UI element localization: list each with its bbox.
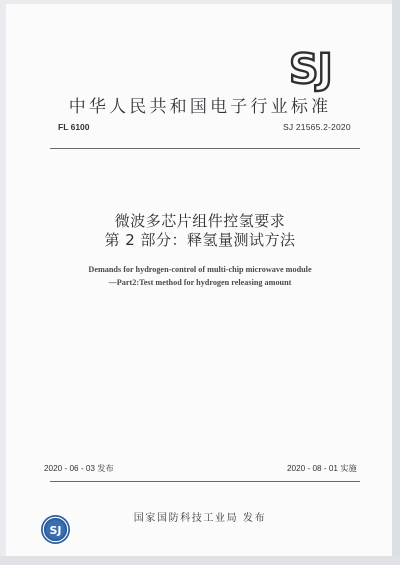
- footer-divider: [50, 481, 360, 482]
- standard-part-title-cn: 第 2 部分：释氢量测试方法: [104, 231, 296, 249]
- svg-text:SJ: SJ: [49, 524, 62, 537]
- header-divider: [50, 148, 360, 149]
- classification-code: FL 6100: [58, 122, 90, 132]
- standard-number: SJ 21565.2-2020: [283, 122, 351, 132]
- standard-title-en: Demands for hydrogen-control of multi-chip microwave module: [88, 265, 312, 274]
- scan-edge-bottom: [0, 556, 400, 565]
- industry-standard-title: 中华人民共和国电子行业标准: [68, 97, 332, 117]
- standard-part-title-en: —Part2:Test method for hydrogen releasing amount: [108, 278, 292, 287]
- sj-logo: SJ: [289, 45, 332, 93]
- effective-date: 2020 - 08 - 01 实施: [287, 464, 357, 473]
- issuing-authority: 国家国防科技工业局 发布: [133, 513, 267, 524]
- issue-date: 2020 - 06 - 03 发布: [44, 464, 114, 473]
- standard-title-cn: 微波多芯片组件控氢要求: [114, 212, 286, 230]
